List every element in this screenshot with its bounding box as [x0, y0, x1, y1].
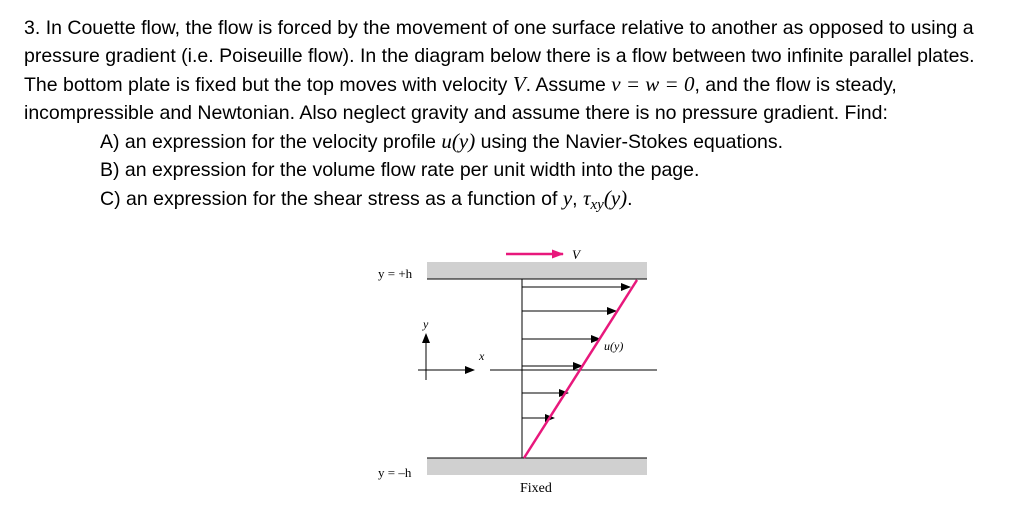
x-axis-label: x	[479, 349, 485, 363]
part-c-text: C) an expression for the shear stress as a function of	[100, 188, 563, 210]
intro-text-3: , and the flow is steady, incompressible and Newtonian. Also neglect gravity and assume there is no pressure gradient. Find:	[24, 74, 897, 124]
vw-equation: v = w = 0	[611, 72, 695, 96]
part-c-arg: (y)	[603, 186, 628, 210]
intro-text-2: . Assume	[525, 74, 612, 96]
part-b: B) an expression for the volume flow rate per unit width into the page.	[100, 159, 700, 181]
part-a-math: u(y)	[441, 129, 476, 153]
part-c-y: y	[562, 186, 573, 210]
intro-text-1: In Couette flow, the flow is forced by the movement of one surface relative to another as opposed to using a pressure gradient (i.e. Poiseuille flow). In the diagram below there is a flow between two infinite parallel plates. The bottom plate is fixed but the top moves with velocity	[24, 17, 975, 96]
velocity-profile-line	[524, 280, 637, 458]
top-velocity-label: V	[572, 247, 580, 262]
part-c-tau: τ	[582, 186, 591, 210]
part-a-post: using the Navier-Stokes equations.	[475, 131, 784, 153]
fixed-label: Fixed	[520, 481, 552, 496]
problem-number: 3.	[24, 17, 41, 39]
y-axis-label: y	[423, 317, 429, 331]
part-c-subscript: xy	[590, 197, 604, 213]
top-plate-label: y = +h	[378, 266, 413, 281]
top-plate	[427, 262, 647, 279]
bottom-plate	[427, 458, 647, 475]
profile-label: u(y)	[604, 339, 624, 353]
part-c-end: .	[627, 188, 633, 210]
velocity-symbol: V	[512, 72, 526, 96]
part-a-text: A) an expression for the velocity profile	[100, 131, 442, 153]
part-c-sep: ,	[572, 188, 583, 210]
bottom-plate-label: y = –h	[378, 465, 412, 480]
